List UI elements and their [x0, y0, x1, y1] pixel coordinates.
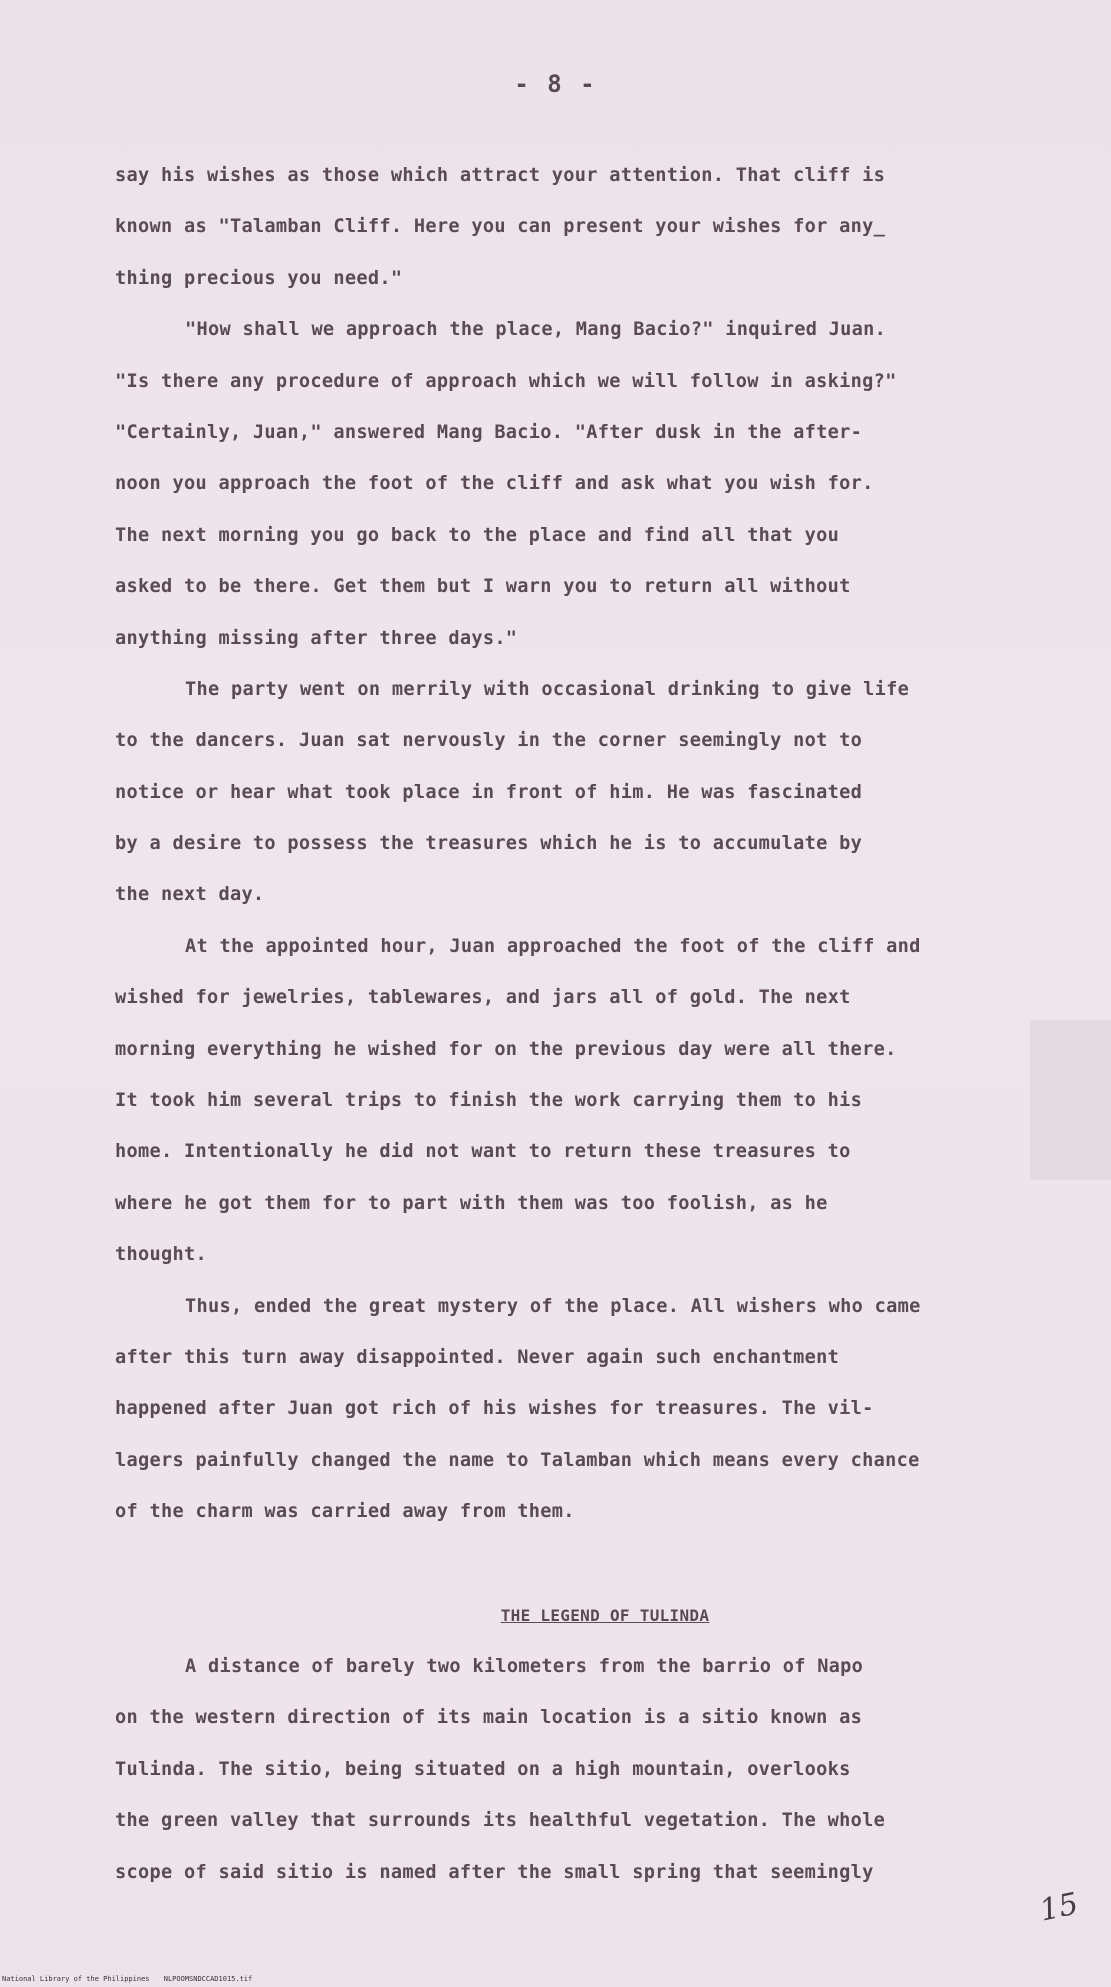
text-line: known as "Talamban Cliff. Here you can present your wishes for any_ [115, 216, 886, 238]
footer-file: NLPOOMSNDCCAD1015.tif [163, 1975, 253, 1983]
text-line: home. Intentionally he did not want to return these treasures to [115, 1141, 851, 1163]
section-heading: THE LEGEND OF TULINDA [500, 1605, 710, 1625]
text-line: morning everything he wished for on the previous day were all there. [115, 1038, 897, 1060]
text-line: asked to be there. Get them but I warn you to return all without [115, 576, 851, 598]
text-line: "How shall we approach the place, Mang Bacio?" inquired Juan. [185, 319, 887, 341]
document-body [115, 150, 1015, 1898]
text-line: thought. [115, 1244, 207, 1266]
text-line: The next morning you go back to the place and find all that you [115, 524, 840, 546]
text-line: scope of said sitio is named after the small spring that seemingly [115, 1861, 874, 1883]
text-line: "Certainly, Juan," answered Mang Bacio. "After dusk in the after- [115, 421, 863, 443]
text-line: notice or hear what took place in front of him. He was fascinated [115, 781, 863, 803]
text-line: "Is there any procedure of approach which we will follow in asking?" [115, 370, 897, 392]
text-line: The party went on merrily with occasional drinking to give life [185, 678, 910, 700]
text-line: the next day. [115, 884, 265, 906]
text-line: wished for jewelries, tablewares, and jars all of gold. The next [115, 987, 851, 1009]
text-line: by a desire to possess the treasures which he is to accumulate by [115, 833, 863, 855]
footer-library: National Library of the Philippines [2, 1975, 150, 1983]
text-line: say his wishes as those which attract your attention. That cliff is [115, 165, 886, 186]
text-line: to the dancers. Juan sat nervously in the corner seemingly not to [115, 730, 863, 752]
text-line: A distance of barely two kilometers from the barrio of Napo [185, 1655, 864, 1677]
paper-stain [1030, 1020, 1111, 1180]
text-line: of the charm was carried away from them. [115, 1501, 575, 1523]
text-line: It took him several trips to finish the work carrying them to his [115, 1090, 863, 1112]
text-line: where he got them for to part with them was too foolish, as he [115, 1192, 828, 1214]
text-line: noon you approach the foot of the cliff and ask what you wish for. [115, 473, 874, 495]
text-line: Tulinda. The sitio, being situated on a high mountain, overlooks [115, 1758, 851, 1780]
text-line: lagers painfully changed the name to Talamban which means every chance [115, 1449, 920, 1471]
text-line: on the western direction of its main location is a sitio known as [115, 1707, 863, 1729]
text-line: thing precious you need." [115, 267, 403, 289]
text-line: after this turn away disappointed. Never again such enchantment [115, 1346, 840, 1368]
page-number: - 8 - [514, 70, 597, 98]
text-line: At the appointed hour, Juan approached the foot of the cliff and [185, 935, 921, 957]
text-line: anything missing after three days." [115, 627, 518, 649]
text-line: Thus, ended the great mystery of the place. All wishers who came [185, 1295, 921, 1317]
scan-footer [2, 1975, 262, 1983]
text-line: the green valley that surrounds its healthful vegetation. The whole [115, 1810, 886, 1832]
handwritten-page-mark: 15 [1036, 1886, 1082, 1929]
spacer [115, 1538, 1015, 1590]
text-line: happened after Juan got rich of his wishes for treasures. The vil- [115, 1398, 874, 1420]
